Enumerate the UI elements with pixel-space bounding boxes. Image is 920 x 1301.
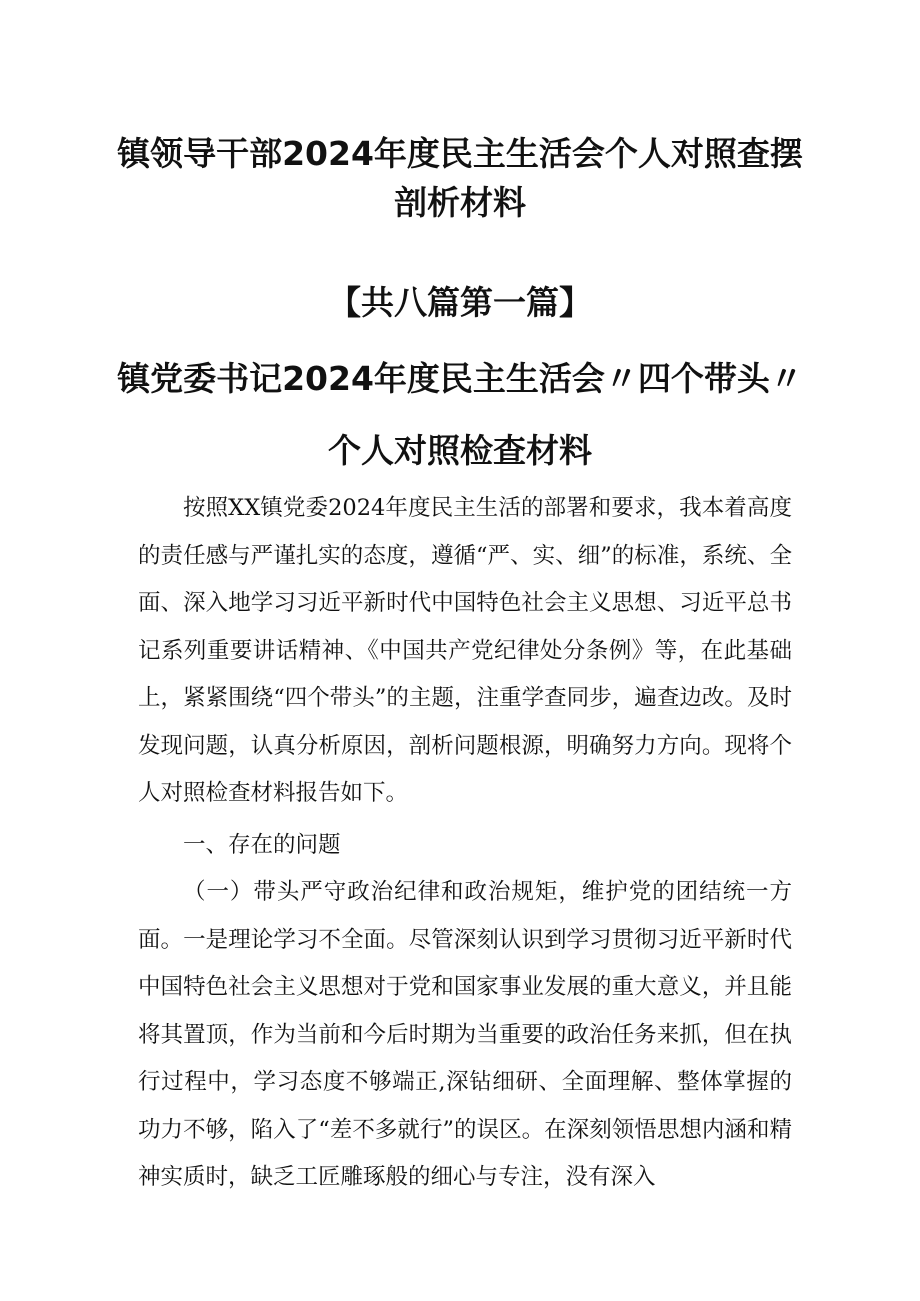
- document-title-line-1: 镇领导干部2024年度民主生活会个人对照查摆: [117, 134, 803, 173]
- document-title-line-2: 剖析材料: [394, 183, 526, 222]
- document-series-label: 【共八篇第一篇】: [328, 283, 592, 322]
- section-heading: 一、存在的问题: [183, 832, 341, 858]
- section-paragraph: （一）带头严守政治纪律和政治规矩，维护党的团结统一方面。一是理论学习不全面。尽管深刻认识到学习贯彻习近平新时代中国特色社会主义思想对于党和国家事业发展的重大意义，并且能将其置顶，作为当前和今后时期为当重要的政治任务来抓，但在执行过程中，学习态度不够端正,深钻细研、全面理解、整体掌握的功力不够，陷入了“差不多就行”的误区。在深刻领悟思想内涵和精神实质时，缺乏工匠雕琢般的细心与专注，没有深入: [138, 879, 792, 1190]
- document-subtitle-line-2: 个人对照检查材料: [328, 431, 592, 470]
- document-subtitle-line-1: 镇党委书记2024年度民主生活会〃四个带头〃: [117, 359, 803, 398]
- intro-paragraph: 按照XX镇党委2024年度民主生活的部署和要求，我本着高度的责任感与严谨扎实的态度，遵循“严、实、细”的标准，系统、全面、深入地学习习近平新时代中国特色社会主义思想、习近平总书记系列重要讲话精神、《中国共产党纪律处分条例》等，在此基础上，紧紧围绕“四个带头”的主题，注重学查同步，遍查边改。及时发现问题，认真分析原因，剖析问题根源，明确努力方向。现将个人对照检查材料报告如下。: [138, 495, 792, 806]
